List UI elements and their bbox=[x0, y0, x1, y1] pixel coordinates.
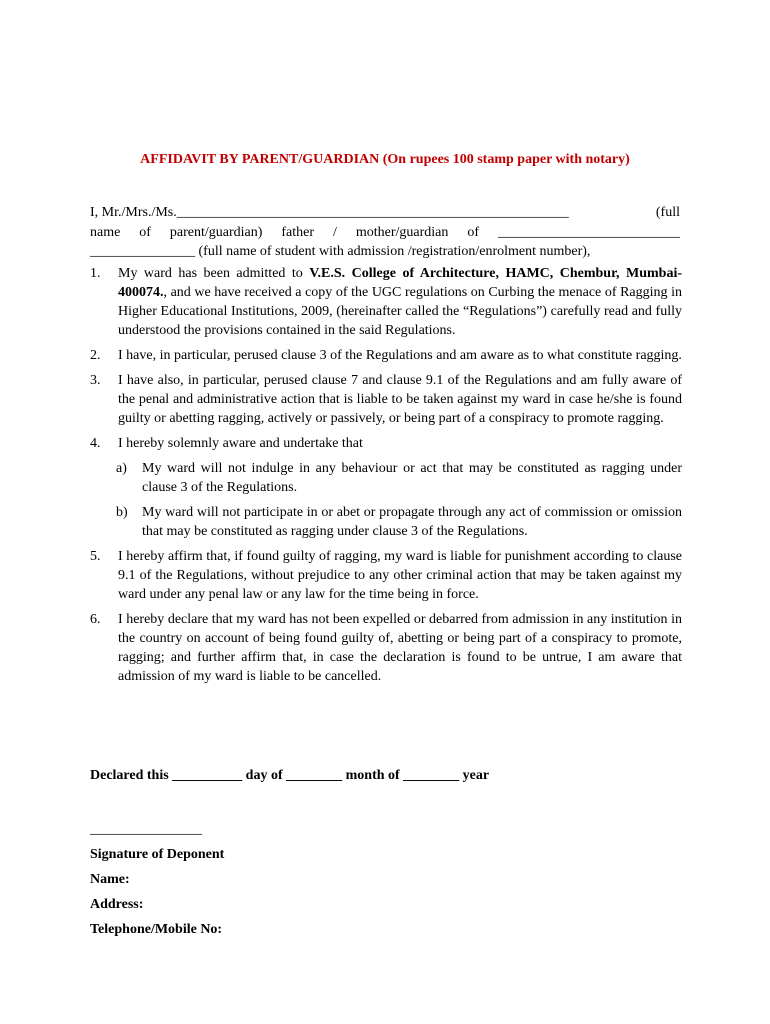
intro-word: parent/guardian) bbox=[169, 224, 263, 240]
intro-word: mother/guardian bbox=[355, 224, 449, 240]
intro-line-1 bbox=[90, 203, 680, 223]
intro-line-1-left: I, Mr./Mrs./Ms.________________________________________________________ bbox=[90, 205, 569, 220]
signature-line: ________________ bbox=[90, 822, 202, 837]
sub-list bbox=[116, 459, 682, 541]
intro-word: of bbox=[139, 224, 151, 240]
item-text: I hereby solemnly aware and undertake that bbox=[118, 436, 363, 451]
item-number: 3. bbox=[90, 373, 101, 388]
item-text: I hereby affirm that, if found guilty of ragging, my ward is liable for punishment according to clause 9.1 of the Regulations, without prejudice to any other criminal action that may be taken against my ward under any penal law or any law for the time being in force. bbox=[118, 549, 682, 602]
sub-item-text: My ward will not indulge in any behaviour or act that may be constituted as ragging under clause 3 of the Regulations. bbox=[142, 461, 682, 495]
intro-line-2 bbox=[90, 223, 680, 243]
sub-list-wrapper bbox=[90, 459, 682, 541]
intro-word: father bbox=[281, 224, 315, 240]
item-text bbox=[118, 264, 682, 340]
intro-word: / bbox=[332, 224, 337, 240]
intro-paragraph bbox=[90, 203, 680, 262]
college-name: V.E.S. College of Architecture, HAMC, Chembur, Mumbai-400074. bbox=[118, 266, 682, 300]
intro-blank: __________________________ bbox=[497, 224, 680, 240]
document-title: AFFIDAVIT BY PARENT/GUARDIAN (On rupees 100 stamp paper with notary) bbox=[140, 152, 630, 167]
address-label: Address: bbox=[90, 897, 144, 912]
list-item bbox=[90, 264, 682, 340]
intro-line-3: _______________ (full name of student with admission /registration/enrolment number), bbox=[90, 244, 591, 259]
name-label: Name: bbox=[90, 872, 130, 887]
list-item bbox=[90, 547, 682, 604]
sub-item-letter: b) bbox=[116, 505, 128, 520]
item-number: 1. bbox=[90, 266, 101, 281]
item-text: I hereby declare that my ward has not been expelled or debarred from admission in any institution in the country on account of being found guilty of, abetting or being part of a conspiracy to promote, ragging; and further affirm that, in case the declaration is found to be untrue, I am aware that admission of my ward is liable to be cancelled. bbox=[118, 612, 682, 684]
item-number: 5. bbox=[90, 549, 101, 564]
intro-line-1-right: (full bbox=[655, 205, 680, 220]
item-text-pre: My ward has been admitted to bbox=[118, 266, 310, 281]
item-text: I have also, in particular, perused clause 7 and clause 9.1 of the Regulations and am fully aware of the penal and administrative action that is liable to be taken against my ward in case he/she is found guilty or abetting ragging, actively or passively, or being part of a conspiracy to promote ragging. bbox=[118, 373, 682, 426]
item-text-post: , and we have received a copy of the UGC regulations on Curbing the menace of Ragging in Higher Educational Institutions, 2009, (hereinafter called the “Regulations”) carefully read and fully understood the provisions contained in the said Regulations. bbox=[118, 285, 682, 338]
list-item bbox=[90, 346, 682, 365]
signature-block bbox=[90, 842, 224, 942]
phone-label: Telephone/Mobile No: bbox=[90, 922, 223, 937]
sub-item-text: My ward will not participate in or abet or propagate through any act of commission or omission that may be constituted as ragging under clause 3 of the Regulations. bbox=[142, 505, 682, 539]
sub-item-letter: a) bbox=[116, 461, 127, 476]
intro-word: name bbox=[90, 224, 121, 240]
sub-list-item bbox=[116, 503, 682, 541]
list-item bbox=[90, 610, 682, 686]
item-number: 6. bbox=[90, 612, 101, 627]
intro-word: of bbox=[467, 224, 479, 240]
declaration-date-line: Declared this __________ day of ________ month of ________ year bbox=[90, 768, 490, 783]
item-number: 4. bbox=[90, 436, 101, 451]
item-number: 2. bbox=[90, 348, 101, 363]
sub-list-item bbox=[116, 459, 682, 497]
list-item bbox=[90, 434, 682, 453]
declaration-list bbox=[90, 264, 682, 692]
list-item bbox=[90, 371, 682, 428]
signature-label: Signature of Deponent bbox=[90, 847, 225, 862]
item-text: I have, in particular, perused clause 3 of the Regulations and am aware as to what constitute ragging. bbox=[118, 348, 682, 363]
